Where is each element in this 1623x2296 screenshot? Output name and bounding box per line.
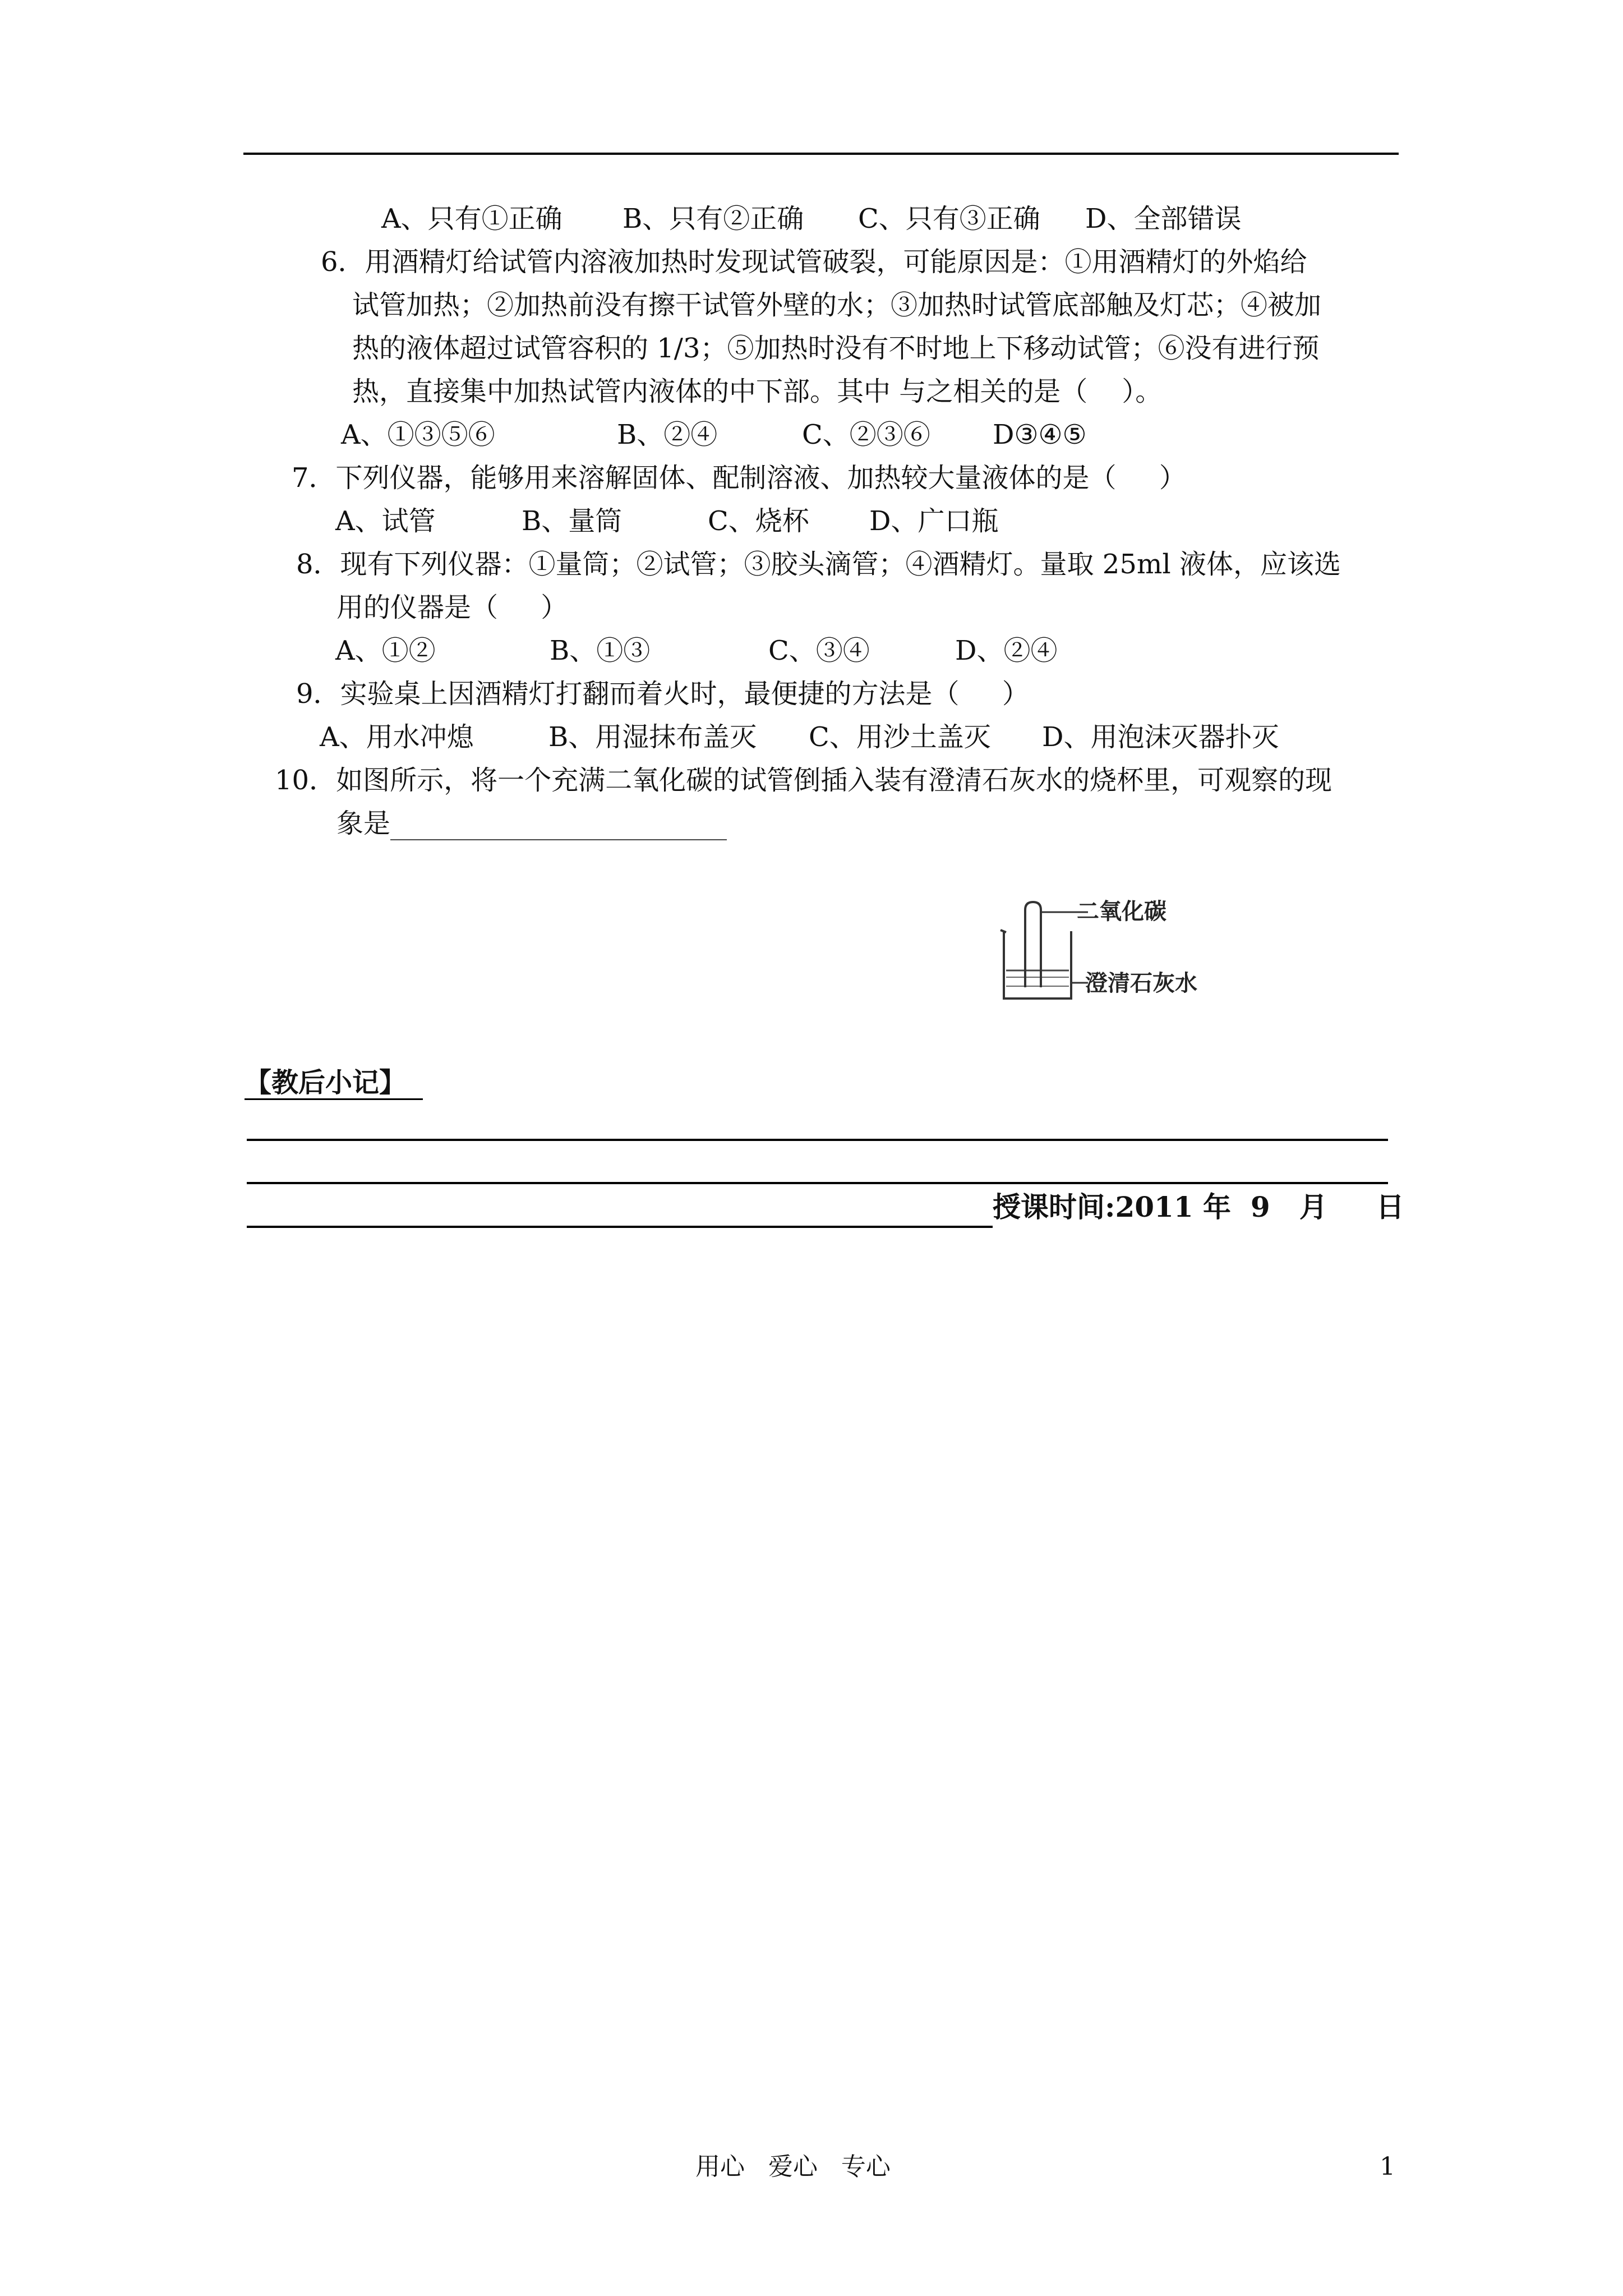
q8-option-b: B、①③ (550, 635, 651, 666)
notes-title-underline (245, 1098, 423, 1100)
q10-line-1: 10．如图所示，将一个充满二氧化碳的试管倒插入装有澄清石灰水的烧杯里，可观察的现 (275, 765, 1332, 796)
q6-line-1: 6．用酒精灯给试管内溶液加热时发现试管破裂，可能原因是：①用酒精灯的外焰给 (321, 246, 1307, 278)
q7-stem: 7．下列仪器，能够用来溶解固体、配制溶液、加热较大量液体的是（ ） (292, 462, 1186, 494)
q9-option-a: A、用水冲熄 (320, 721, 474, 753)
q8-line-1: 8．现有下列仪器：①量筒；②试管；③胶头滴管；④酒精灯。量取 25ml 液体，应该选 (296, 549, 1341, 580)
beaker-illustration (998, 898, 1088, 1010)
q8-option-d: D、②④ (955, 635, 1058, 666)
q7-option-a: A、试管 (335, 505, 436, 537)
q9-option-b: B、用湿抹布盖灭 (548, 721, 757, 753)
notes-line-2[interactable] (247, 1182, 1388, 1184)
q8-line-2: 用的仪器是（ ） (336, 592, 568, 623)
q6-option-d: D③④⑤ (993, 419, 1087, 450)
q10-line-2 (336, 807, 727, 840)
q5-option-c: C、只有③正确 (858, 203, 1040, 234)
q6-line-4: 热，直接集中加热试管内液体的中下部。其中 与之相关的是（ ）。 (352, 376, 1163, 407)
co2-beaker-diagram (998, 898, 1234, 1010)
q6-line-2: 试管加热；②加热前没有擦干试管外壁的水；③加热时试管底部触及灯芯；④被加 (352, 289, 1322, 321)
q8-option-a: A、①② (335, 635, 436, 666)
q7-option-d: D、广口瓶 (869, 505, 999, 537)
notes-line-3[interactable] (247, 1226, 993, 1228)
q10-line-2-text: 象是 (336, 808, 391, 839)
q7-option-b: B、量筒 (522, 505, 623, 537)
q5-option-b: B、只有②正确 (623, 203, 804, 234)
answer-blank[interactable] (390, 813, 727, 840)
page-number: 1 (1380, 2152, 1395, 2181)
header-rule (243, 153, 1399, 155)
q9-stem: 9．实验桌上因酒精灯打翻而着火时，最便捷的方法是（ ） (296, 678, 1029, 710)
q6-option-c: C、②③⑥ (802, 419, 930, 450)
limewater-label: 澄清石灰水 (1085, 970, 1197, 996)
notes-line-1[interactable] (247, 1139, 1388, 1141)
footer-motto: 用心 爱心 专心 (695, 2152, 891, 2181)
q9-option-c: C、用沙土盖灭 (809, 721, 991, 753)
q7-option-c: C、烧杯 (708, 505, 809, 537)
q6-option-a: A、①③⑤⑥ (341, 419, 495, 450)
q5-option-a: A、只有①正确 (381, 203, 562, 234)
co2-label: 二氧化碳 (1077, 899, 1166, 924)
q5-option-d: D、全部错误 (1085, 203, 1242, 234)
q6-line-3: 热的液体超过试管容积的 1/3；⑤加热时没有不时地上下移动试管；⑥没有进行预 (352, 333, 1320, 364)
q8-option-c: C、③④ (768, 635, 870, 666)
q6-option-b: B、②④ (617, 419, 718, 450)
teach-time: 授课时间:2011 年 9 月 日 (993, 1190, 1404, 1223)
notes-title: 【教后小记】 (245, 1067, 407, 1098)
q9-option-d: D、用泡沫灭器扑灭 (1042, 721, 1279, 753)
